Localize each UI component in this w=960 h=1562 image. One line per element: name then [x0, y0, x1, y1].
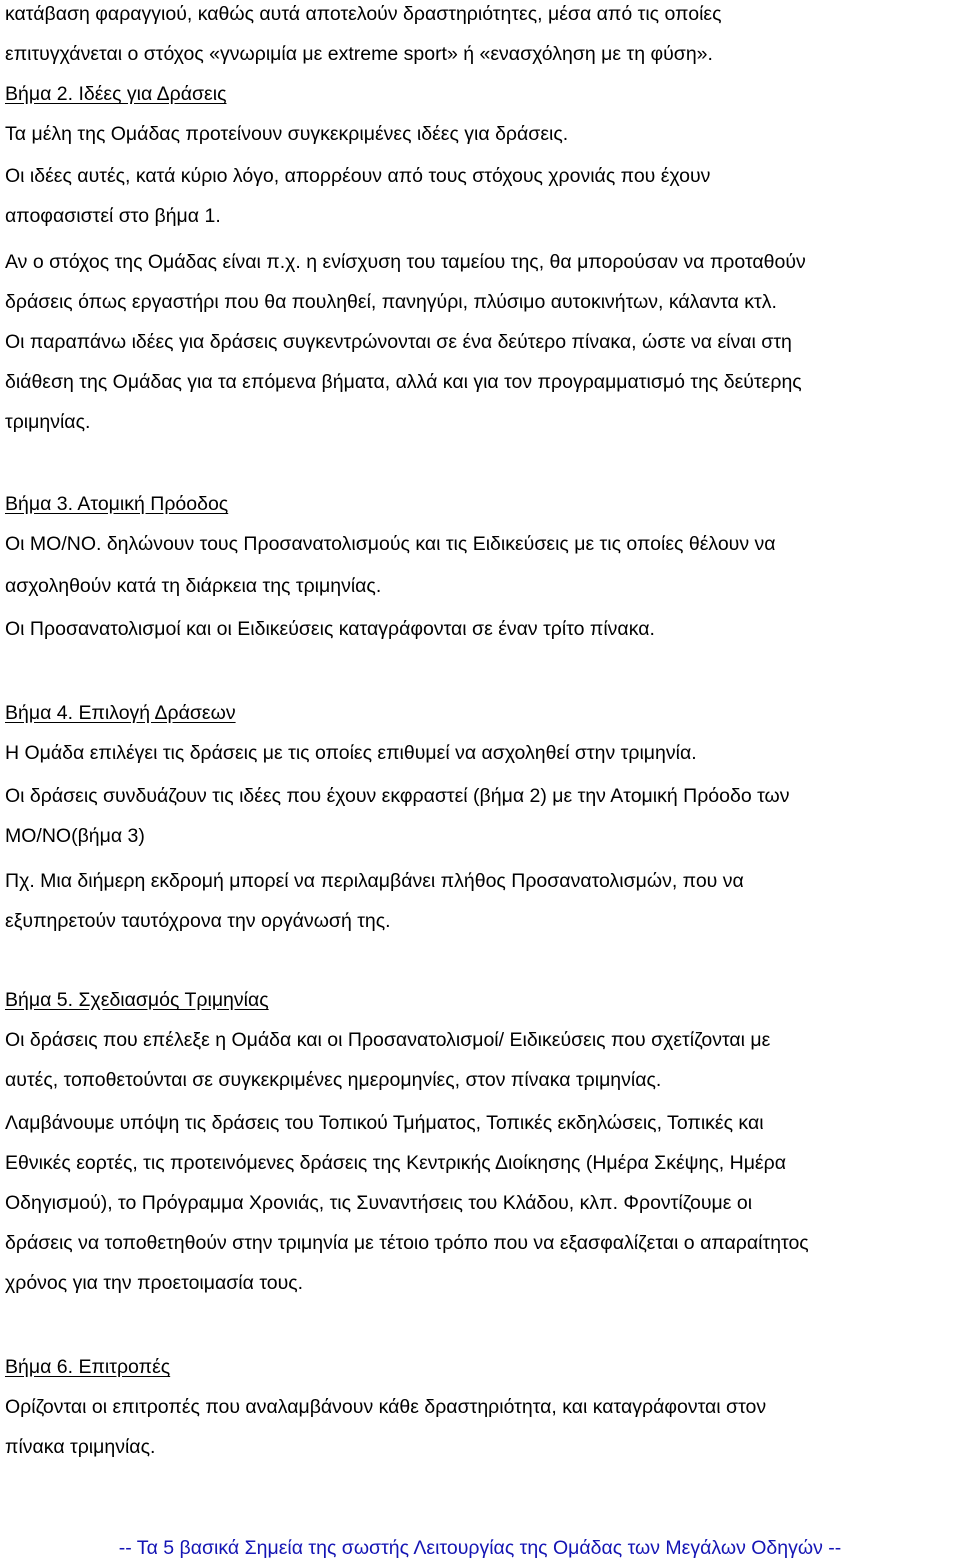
section-heading-step-4: Βήμα 4. Επιλογή Δράσεων — [5, 702, 236, 724]
text-line: Οδηγισμού), το Πρόγραμμα Χρονιάς, τις Συναντήσεις του Κλάδου, κλπ. Φροντίζουμε οι — [5, 1192, 753, 1214]
text-line: Οι δράσεις που επέλεξε η Ομάδα και οι Προσανατολισμοί/ Ειδικεύσεις που σχετίζονται με — [5, 1029, 771, 1051]
text-line: διάθεση της Ομάδας για τα επόμενα βήματα, αλλά και για τον προγραμματισμό της δεύτερης — [5, 371, 802, 393]
text-line: Οι δράσεις συνδυάζουν τις ιδέες που έχουν εκφραστεί (βήμα 2) με την Ατομική Πρόοδο των — [5, 785, 790, 807]
text-line: Οι Προσανατολισμοί και οι Ειδικεύσεις καταγράφονται σε έναν τρίτο πίνακα. — [5, 618, 655, 640]
text-line: Ορίζονται οι επιτροπές που αναλαμβάνουν κάθε δραστηριότητα, και καταγράφονται στον — [5, 1396, 767, 1418]
section-heading-step-5: Βήμα 5. Σχεδιασμός Τριμηνίας — [5, 989, 269, 1011]
text-line: αυτές, τοποθετούνται σε συγκεκριμένες ημερομηνίες, στον πίνακα τριμηνίας. — [5, 1069, 662, 1091]
text-line: Οι παραπάνω ιδέες για δράσεις συγκεντρώνονται σε ένα δεύτερο πίνακα, ώστε να είναι στη — [5, 331, 792, 353]
text-line: ΜΟ/ΝΟ(βήμα 3) — [5, 825, 145, 847]
text-line: δράσεις όπως εργαστήρι που θα πουληθεί, πανηγύρι, πλύσιμο αυτοκινήτων, κάλαντα κτλ. — [5, 291, 777, 313]
text-line: αποφασιστεί στο βήμα 1. — [5, 205, 221, 227]
section-heading-step-6: Βήμα 6. Επιτροπές — [5, 1356, 171, 1378]
text-line: τριμηνίας. — [5, 411, 91, 433]
text-line: Οι ιδέες αυτές, κατά κύριο λόγο, απορρέουν από τους στόχους χρονιάς που έχουν — [5, 165, 711, 187]
text-line: επιτυγχάνεται ο στόχος «γνωριμία με extreme sport» ή «ενασχόληση με τη φύση». — [5, 43, 713, 65]
text-line: Πχ. Μια διήμερη εκδρομή μπορεί να περιλαμβάνει πλήθος Προσανατολισμών, που να — [5, 870, 744, 892]
text-line: Οι ΜΟ/ΝΟ. δηλώνουν τους Προσανατολισμούς και τις Ειδικεύσεις με τις οποίες θέλουν να — [5, 533, 776, 555]
text-line: Τα μέλη της Ομάδας προτείνουν συγκεκριμένες ιδέες για δράσεις. — [5, 123, 569, 145]
text-line: κατάβαση φαραγγιού, καθώς αυτά αποτελούν δραστηριότητες, μέσα από τις οποίες — [5, 3, 722, 25]
page-footer: -- Τα 5 βασικά Σημεία της σωστής Λειτουργίας της Ομάδας των Μεγάλων Οδηγών -- — [118, 1537, 842, 1559]
text-line: πίνακα τριμηνίας. — [5, 1436, 156, 1458]
section-heading-step-3: Βήμα 3. Ατομική Πρόοδος — [5, 493, 229, 515]
section-heading-step-2: Βήμα 2. Ιδέες για Δράσεις — [5, 83, 227, 105]
text-line: χρόνος για την προετοιμασία τους. — [5, 1272, 304, 1294]
text-line: Η Ομάδα επιλέγει τις δράσεις με τις οποίες επιθυμεί να ασχοληθεί στην τριμηνία. — [5, 742, 697, 764]
text-line: Αν ο στόχος της Ομάδας είναι π.χ. η ενίσχυση του ταμείου της, θα μπορούσαν να προταθούν — [5, 251, 806, 273]
text-line: δράσεις να τοποθετηθούν στην τριμηνία με τέτοιο τρόπο που να εξασφαλίζεται ο απαραίτητος — [5, 1232, 809, 1254]
text-line: εξυπηρετούν ταυτόχρονα την οργάνωσή της. — [5, 910, 391, 932]
text-line: Λαμβάνουμε υπόψη τις δράσεις του Τοπικού Τμήματος, Τοπικές εκδηλώσεις, Τοπικές και — [5, 1112, 764, 1134]
text-line: ασχοληθούν κατά τη διάρκεια της τριμηνίας. — [5, 575, 382, 597]
text-line: Εθνικές εορτές, τις προτεινόμενες δράσεις της Κεντρικής Διοίκησης (Ημέρα Σκέψης, Ημέρα — [5, 1152, 786, 1174]
